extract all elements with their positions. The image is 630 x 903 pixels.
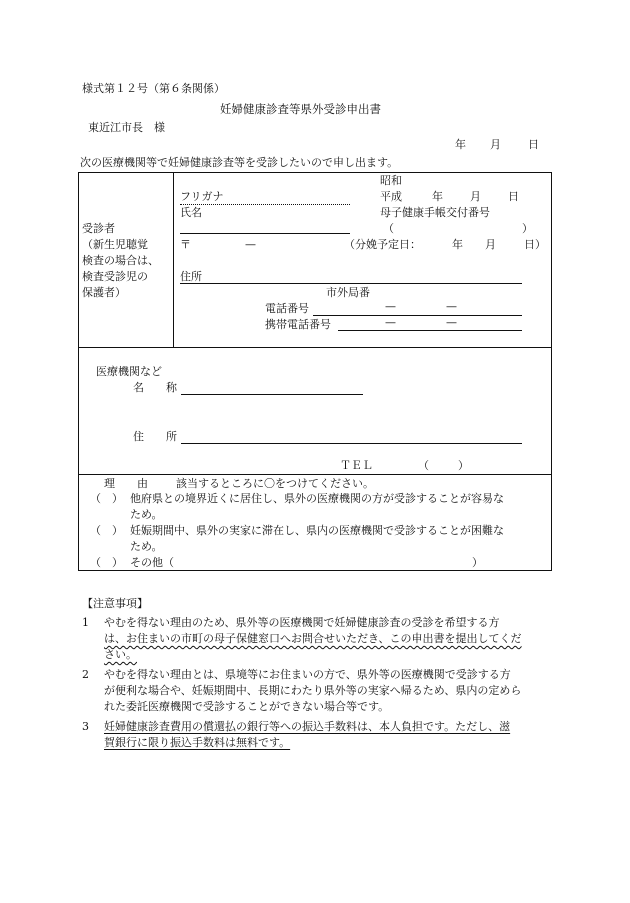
mobile-label: 携帯電話番号	[265, 318, 331, 331]
medical-address-label: 住 所	[133, 430, 177, 443]
form-number: 様式第１２号（第６条関係）	[82, 82, 225, 95]
postal-mark: 〒	[180, 238, 191, 251]
tel-paren-open: （	[418, 459, 429, 472]
area-code-label: 市外局番	[326, 286, 370, 299]
reason-text-cont: ため。	[130, 540, 163, 553]
handbook-paren-close: ）	[522, 222, 533, 235]
medical-name-field[interactable]	[181, 394, 363, 395]
reason-checkbox[interactable]: （ ）	[90, 524, 123, 537]
mobile-dash-1: —	[385, 316, 396, 329]
reason-text: 妊娠期間中、県外の実家に滞在し、県内の医療機関で受診することが困難な	[130, 524, 504, 537]
birth-year-label: 年	[432, 190, 443, 203]
note-line: 賀銀行に限り振込手数料は無料です。	[104, 736, 291, 749]
row-label-line: 保護者）	[82, 286, 126, 299]
medical-address-field[interactable]	[181, 443, 522, 444]
reason-checkbox[interactable]: （ ）	[90, 556, 123, 569]
medical-name-label: 名 称	[133, 381, 177, 394]
due-date-label: （分娩予定日：	[344, 238, 421, 251]
due-month-label: 月	[485, 238, 496, 251]
birth-day-label: 日	[508, 190, 519, 203]
postal-dash: —	[245, 238, 256, 251]
furigana-label: フリガナ	[180, 190, 224, 203]
row-label-line: 検査の場合は、	[82, 254, 159, 267]
due-day-label: 日）	[524, 238, 546, 251]
applicant-section-divider	[78, 347, 552, 348]
handbook-number-label: 母子健康手帳交付番号	[380, 206, 490, 219]
addressee: 東近江市長 様	[88, 121, 165, 134]
note-line: れた委託医療機関で受診することができない場合等です。	[104, 700, 390, 713]
due-year-label: 年	[452, 238, 463, 251]
note-number: 2	[82, 668, 89, 681]
address-field[interactable]	[180, 283, 522, 284]
note-line: が便利な場合や、妊娠期間中、長期にわたり県外等の実家へ帰るため、県内の定めら	[104, 684, 522, 697]
phone-dash-2: —	[446, 300, 457, 313]
intro-text: 次の医療機関等で妊婦健康診査等を受診したいので申し出ます。	[80, 156, 399, 169]
phone-dash-1: —	[385, 300, 396, 313]
era-showa: 昭和	[380, 174, 402, 187]
notes-heading: 【注意事項】	[82, 597, 148, 610]
phone-label: 電話番号	[265, 302, 309, 315]
note-line: やむを得ない理由のため、県外等の医療機関で妊婦健康診査の受診を希望する方	[104, 616, 500, 629]
note-line: さい。	[104, 648, 137, 661]
birth-month-label: 月	[470, 190, 481, 203]
reason-text-cont: ため。	[130, 508, 163, 521]
era-heisei: 平成	[380, 190, 402, 203]
other-paren-close: ）	[472, 556, 483, 569]
reason-text: 他府県との境界近くに居住し、県外の医療機関の方が受診することが容易な	[130, 492, 504, 505]
applicant-column-divider	[173, 172, 174, 347]
date-year-label: 年	[455, 138, 466, 151]
tel-paren-close: ）	[458, 459, 469, 472]
date-day-label: 日	[528, 138, 539, 151]
reasons-heading: 理 由	[104, 477, 148, 490]
furigana-field[interactable]	[180, 204, 350, 205]
row-label-line: 検査受診児の	[82, 270, 148, 283]
note-line: 妊婦健康診査費用の償還払の銀行等への振込手数料は、本人負担です。ただし、滋	[104, 720, 511, 733]
row-label-line: 受診者	[82, 222, 115, 235]
reasons-instruction: 該当するところに〇をつけてください。	[176, 477, 374, 490]
medical-section-divider	[78, 474, 552, 475]
medical-heading: 医療機関など	[96, 365, 162, 378]
mobile-field[interactable]	[338, 330, 522, 331]
note-line: やむを得ない理由とは、県境等にお住まいの方で、県外等の医療機関で受診する方	[104, 668, 511, 681]
medical-tel-label: ＴＥＬ	[340, 459, 373, 472]
name-label: 氏名	[180, 206, 202, 219]
form-title: 妊婦健康診査等県外受診申出書	[220, 102, 381, 116]
handbook-paren-open: （	[383, 222, 394, 235]
reason-checkbox[interactable]: （ ）	[90, 492, 123, 505]
row-label-line: （新生児聴覚	[82, 238, 148, 251]
address-label: 住所	[180, 270, 202, 283]
note-number: 1	[82, 616, 89, 629]
note-number: 3	[82, 720, 89, 733]
note-line: は、お住まいの市町の母子保健窓口へお問合せいただき、この申出書を提出してくだ	[104, 632, 522, 645]
mobile-dash-2: —	[446, 316, 457, 329]
name-field[interactable]	[180, 233, 350, 234]
phone-field[interactable]	[313, 315, 522, 316]
date-month-label: 月	[490, 138, 501, 151]
reason-text: その他（	[130, 556, 174, 569]
